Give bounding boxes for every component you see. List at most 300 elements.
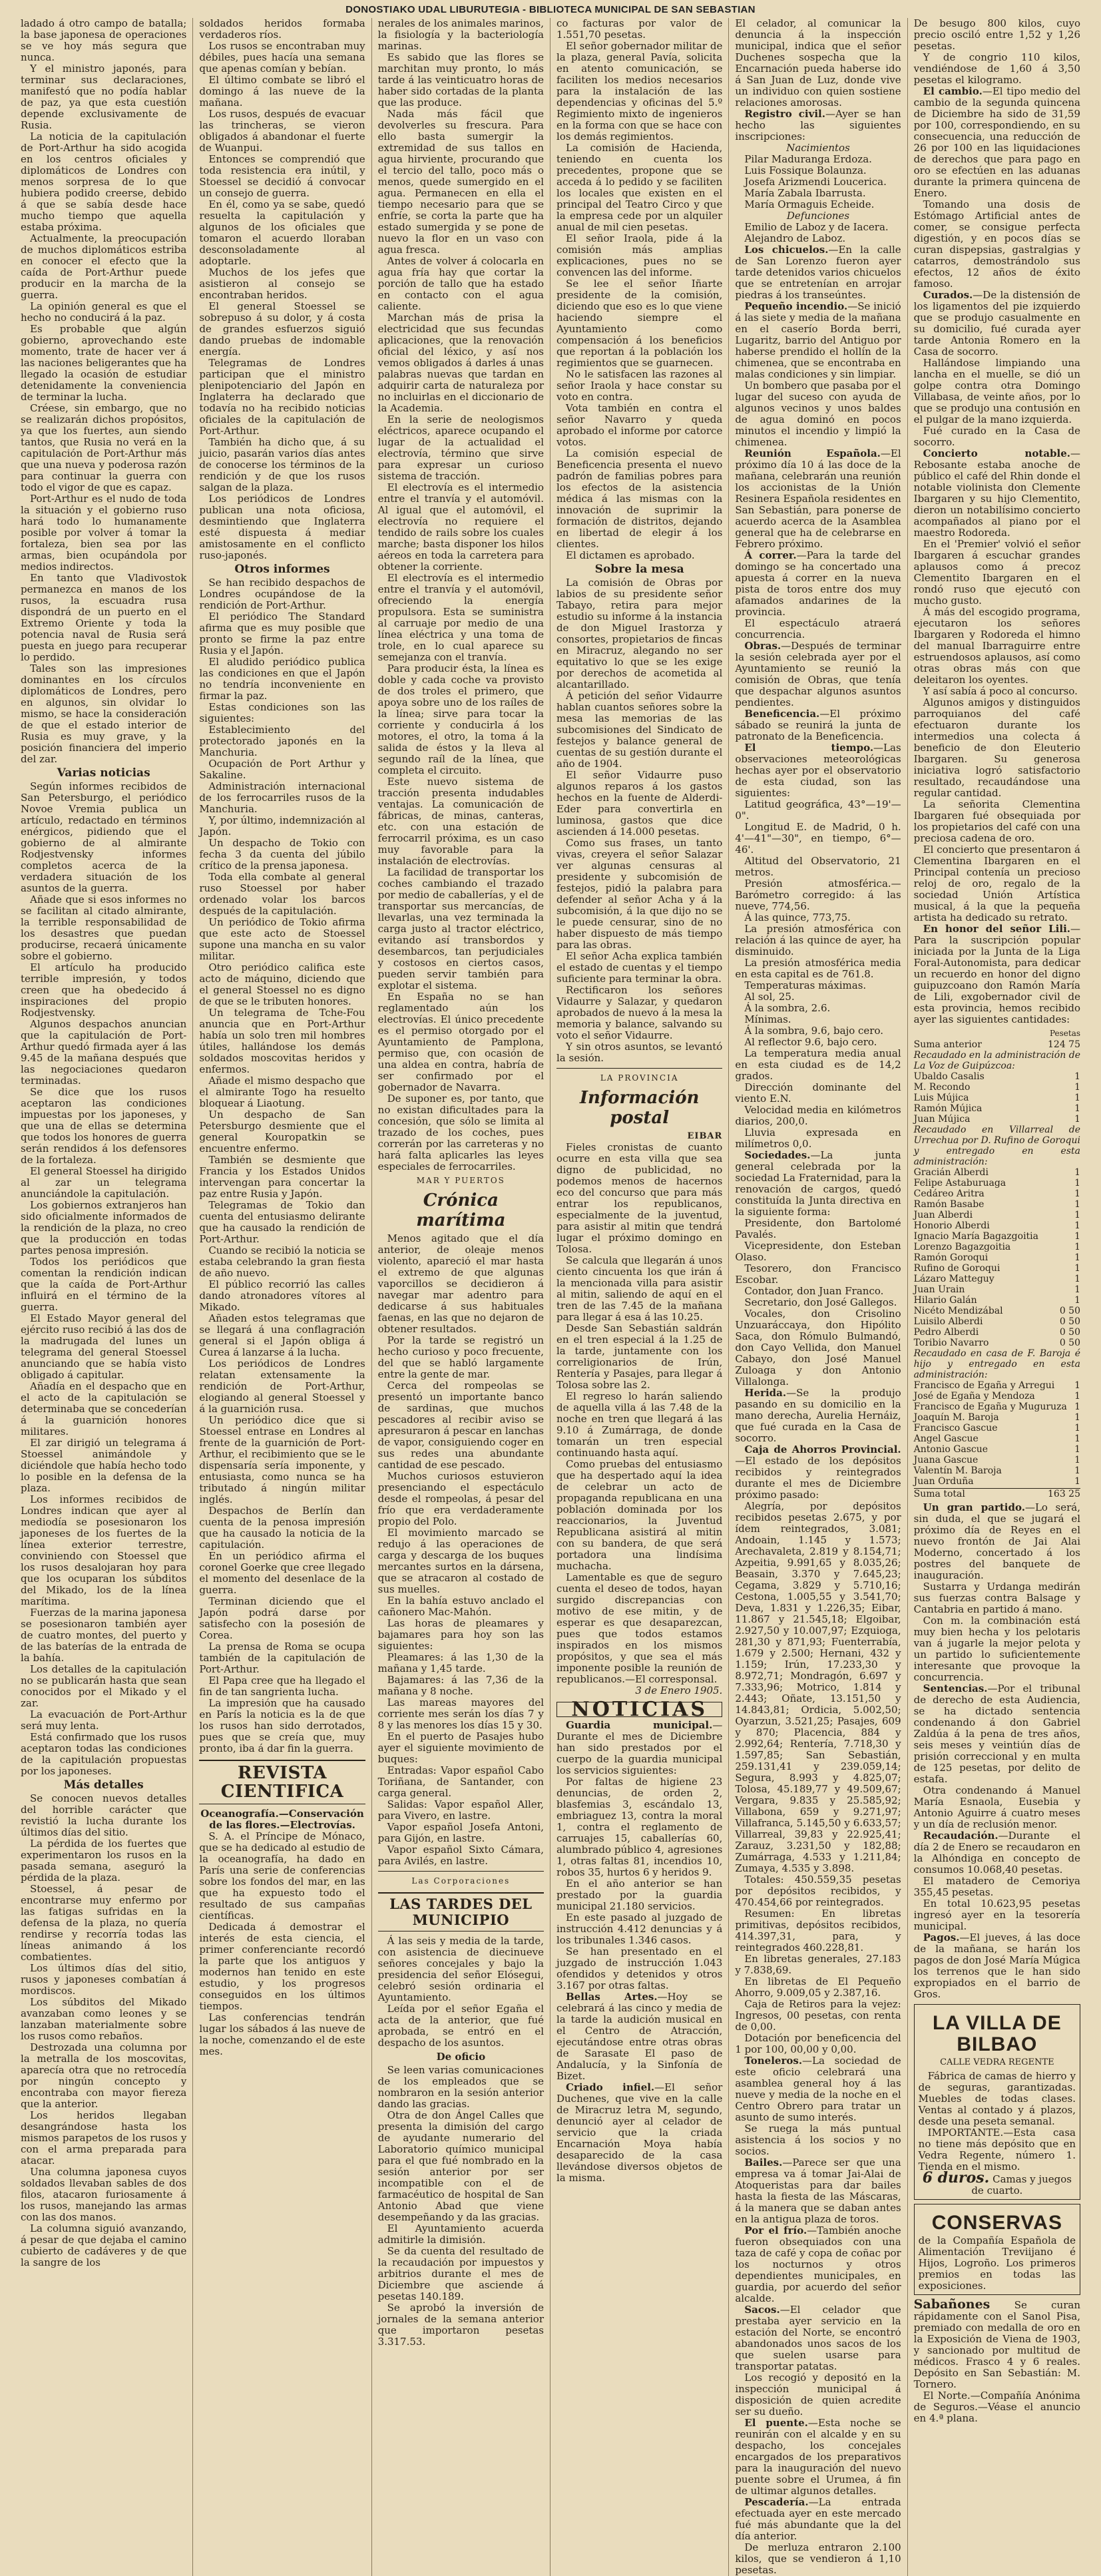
ledger-row (914, 1263, 1080, 1274)
paragraph: Administración internacional de los ferrocarriles rusos de la Manchuria. (199, 780, 365, 815)
paragraph: En libretas generales, 27.183 y 7.838,69. (735, 1953, 901, 1976)
ledger-row (914, 1039, 1080, 1050)
ledger-name: Ramón Basabe (913, 1199, 985, 1210)
list-item: La temperatura media anual en esta ciudad es de 14,2 grados. (735, 1047, 901, 1082)
ledger-amount: 163 25 (1048, 1489, 1080, 1499)
ad-note: IMPORTANTE.—Esta casa no tiene más depósito que en Vedra Regente, número 1. Tienda en el mismo. (918, 2127, 1076, 2173)
paragraph: Telegramas de Tokio dan cuenta del entusiasmo delirante que ha causado la rendición de Port-Arthur. (199, 1199, 365, 1245)
paragraph: Los informes recibidos de Londres indican que ayer al mediodía se posesionaron los japoneses de los fuertes de la línea exterior terrestre, conviniendo con Stoessel que los rusos desalojaran hoy para que los ocuparan los súbditos del Mikado, los de la línea marítima. (21, 1493, 187, 1607)
ledger-name: Juan Alberdi (913, 1210, 973, 1220)
run-in-head: Sociedades. (744, 1149, 811, 1161)
paragraph: En este pasado al juzgado de instrucción 4.412 denuncias y á los tribunales 1.346 casos. (556, 1912, 723, 1946)
paragraph: co facturas por valor de 1.551,70 pesetas. (556, 17, 723, 41)
run-in-text: —Se la produjo pasando en su domicilio en la mano derecha, Aurelia Hernáiz, que fué curada en la Casa de socorro. (735, 1387, 901, 1444)
paragraph: Un telegrama de Tche-Fou anuncia que en Port-Arthur había un solo tren mil hombres útiles, hallándose los demás soldados moscovitas heridos y enfermos. (199, 1007, 365, 1075)
ledger-amount: 124 75 (1048, 1039, 1080, 1050)
ledger-name: Gracián Alberdi (913, 1167, 989, 1178)
run-in-text: —El tipo medio del cambio de la segunda quincena de Diciembre ha sido de 31,59 por 100, correspondiendo, en su consecuencia, una reducción de 26 por 100 en las liquidaciones de derechos que para pago en oro se efectúen en las aduanas durante la primera quincena de Enero. (913, 85, 1080, 199)
paragraph: En el 'Premier' volvió el señor Ibargaren á escuchar grandes aplausos como á precoz Clementito Ibargaren en el rondó ruso que ejecutó con mucho gusto. (913, 538, 1080, 607)
col4-guardia (556, 1776, 722, 1991)
run-in-head: El puente. (744, 2417, 808, 2429)
paragraph: Fuerzas de la marina japonesa se posesionaron también ayer de cuatro montes, del puerto y de las baterías de la entrada de la bahía. (21, 1607, 187, 1664)
paragraph: Otro periódico califica este acto de máquino, diciendo que el general Stoessel no es digno de que se le tributen honores. (199, 961, 365, 1007)
section-title-gothic: Crónica marítima (416, 1190, 506, 1230)
paragraph: Algunos amigos y distinguidos parroquianos del café efectuaron durante los intermedios una colecta á beneficio de don Eleuterio Ibargaren. Su generosa iniciativa logró satisfactorio resultado, recaudándose una regular cantidad. (913, 696, 1080, 799)
run-in-head: Pequeño incendio. (744, 300, 848, 312)
paragraph: Y sin otros asuntos, se levantó la sesión. (556, 1041, 723, 1064)
ledger-row (914, 1295, 1080, 1306)
paragraph: Fué curado en la Casa de socorro. (913, 425, 1080, 448)
board-list (735, 1218, 901, 1388)
ledger-name: Suma total (913, 1489, 965, 1499)
columns (15, 17, 1086, 2576)
paragraph: El general Stoessel se sobrepuso á su dolor, y á costa de grandes esfuerzos siguió dando pruebas de indomable energía. (199, 300, 365, 358)
ledger-amount: 1 (1074, 1242, 1080, 1252)
ledger-amount: 1 (1074, 1093, 1080, 1103)
paragraph: Dotación por beneficencia del 1 por 100, 00,00 y 0,00. (735, 2032, 901, 2055)
section-banner: LAS TARDES DEL MUNICIPIO (378, 1892, 544, 1932)
ledger-row (914, 1465, 1080, 1476)
ledger-name: Felipe Astaburuaga (913, 1178, 1006, 1188)
list-label: Nacimientos (786, 142, 850, 154)
section-title: Más detalles (63, 1778, 144, 1792)
column-5 (729, 18, 907, 2576)
paragraph: Una columna japonesa cuyos soldados llevaban sables de dos filos, atacaron furiosamente á los rusos, manejando las armas con las dos manos. (21, 2166, 187, 2223)
ledger-amount: 1 (1074, 1391, 1080, 1402)
ledger-amount: 1 (1074, 1274, 1080, 1284)
paragraph: Alegría, por depósitos recibidos pesetas 2.675, y por ídem reintegrados, 3.081; Andoain, 1.145 y 1.573; Arechavaleta, 2.819 y 8.154,71; Azpeitia, 9.991,65 y 8.035,26; Beasain, 3.370 y 7.645,23; Cegama, 3.829 y 5.710,16; Cestona, 1.005,55 y 3.541,70; Deva, 1.831 y 1.226,35; Eibar, 11.867 y 21.545,18; Elgoibar, 2.927,50 y 10.007,97; Ezquioga, 281,30 y 871,93; Fuenterrabía, 1.679 y 2.500; Hernani, 432 y 1.159; Irún, 17.233,30 y 8.972,71; Mondragón, 6.697 y 7.333,96; Motrico, 1.814 y 2.443; Oñate, 13.151,50 y 14.843,81; Ordicia, 5.002,50; Oyarzun, 3.521,25; Pasajes, 609 y 870; Placencia, 884 y 2.992,64; Rentería, 7.718,30 y 1.597,85; San Sebastián, 259.131,41 y 239.059,14; Segura, 8.993 y 4.825,07; Tolosa, 45.189,77 y 49.509,67; Vergara, 9.835 y 25.585,92; Villabona, 659 y 9.271,97; Villafranca, 5.145,50 y 6.633,57; Villarreal, 39,83 y 22.925,41; Zarauz, 3.231,50 y 182,88; Zumárraga, 4.533 y 1.211,84; Zumaya, 4.535 y 3.898. (735, 1500, 901, 1874)
ledger-name: Joaquín M. Baroja (913, 1412, 999, 1423)
ledger-currency: Pesetas (1049, 1029, 1080, 1038)
paragraph: Á petición del señor Vidaurre hablan cuantos señores sobre la mesa las memorias de las subcomisiones del Sindicato de festejos y balance general de cuentas de su gestión durante el año de 1904. (556, 690, 723, 770)
ledger-amount: 1 (1074, 1455, 1080, 1465)
ledger-name: Nicéto Mendizábal (913, 1306, 1003, 1316)
paragraph: soldados heridos formaba verdaderos ríos. (199, 17, 365, 41)
paragraph: Otra condenando á Manuel María Esnaola, Eusebia y Antonio Aguirre á cuatro meses y un día de reclusión menor. (913, 1784, 1080, 1830)
paragraph: Terminan diciendo que el Japón podrá darse por satisfecho con la posesión de Corea. (199, 1595, 365, 1641)
run-in-head: Reunión Española. (744, 447, 881, 459)
savings-report (735, 1501, 901, 2055)
ad-body: de la Compañía Española de Alimentación Treviijano é Hijos, Logroño. Los primeros premios en todas las exposiciones. (918, 2234, 1076, 2292)
paragraph: La noticia de la capitulación de Port-Arthur ha sido acogida en los centros oficiales y diplomáticos de Londres con menos sorpresa de lo que hubiera podido creerse, debido á que se sabía desde hace mucho tiempo que aquella estaba próxima. (21, 130, 187, 233)
paragraph: La evacuación de Port-Arthur será muy lenta. (21, 1708, 187, 1732)
list-item: Vicepresidente, don Esteban Olaso. (735, 1240, 901, 1263)
run-in-head: Los chicuelos. (744, 244, 829, 256)
ledger-amount: 0 50 (1059, 1306, 1080, 1316)
paragraph: Lamentable es que de seguro cuenta el deseo de todos, hayan surgido discrepancias con motivo de ese mitin, y de esperar es que desaparezcan, pues que todos estamos inspirados en los mismos propósitos, y que sea el más imponente posible la reunión de republicanos.—El corresponsal. (556, 1571, 723, 1685)
paragraph: Entonces se comprendió que toda resistencia era inútil, y Stoessel se decidió á convocar un consejo de guerra. (199, 153, 365, 199)
ad-subtitle: CALLE VEDRA REGENTE (940, 2057, 1054, 2067)
section-kicker: MAR Y PUERTOS (416, 1176, 505, 1185)
list-item: Tesorero, don Francisco Escobar. (735, 1262, 901, 1286)
paragraph: Se conocen nuevos detalles del horrible carácter que revistió la lucha durante los últimos días del sitio. (21, 1792, 187, 1838)
column-1 (15, 18, 193, 2576)
ledger-name: Ignacio María Bagazgoitia (913, 1231, 1038, 1242)
list-label: Defunciones (786, 210, 850, 222)
ledger-amount: 1 (1074, 1380, 1080, 1391)
ledger-name: Cedáreo Aritra (913, 1188, 985, 1199)
ledger-amount: 0 50 (1059, 1316, 1080, 1327)
run-in-head: Beneficencia. (744, 708, 820, 720)
paragraph: Un periódico de Tokio afirma que este acto de Stoessel supone una mancha en su valor militar. (199, 916, 365, 962)
paragraph: Todos los periódicos que comentan la rendición indican que la caída de Port-Arthur influirá en el término de la guerra. (21, 1256, 187, 1313)
paragraph: Los recogió y depositó en la inspección municipal á disposición de quien acredite ser su dueño. (735, 2372, 901, 2418)
paragraph: Es sabido que las flores se marchitan muy pronto, lo más tarde á las veinticuatro horas de haber sido cortadas de la planta que las produce. (377, 51, 544, 109)
ledger-name: Francisco de Egaña y Arregui (913, 1380, 1055, 1391)
paragraph: Marchan más de prisa la electricidad que sus fecundas aplicaciones, que la renovación oficial del léxico, y así nos vemos obligados á darles á unas palabras nuevas que tardan en adquirir carta de naturaleza por no incluirlas en el diccionario de la Academia. (377, 312, 544, 414)
dateline: 3 de Enero 1905. (635, 1684, 723, 1696)
ledger-name: Ramón Goroqui (913, 1252, 989, 1263)
run-in-head: Obras. (744, 640, 781, 652)
run-in-head: En honor del señor Lili. (923, 923, 1070, 935)
run-in-head: Bailes. (744, 2157, 783, 2169)
column-3 (372, 18, 550, 2576)
paragraph: El zar dirigió un telegrama á Stoessel animándole y diciéndole que había hecho todo lo posible en la defensa de la plaza. (21, 1437, 187, 1494)
run-in-text: —Lo será, sin duda, el que se jugará el próximo día de Reyes en el nuevo frontón de Jai Alai Moderno, concertado á los postres del banquete de inauguración. (913, 1501, 1080, 1581)
ad-head: Sabañones (913, 2297, 991, 2312)
paragraph: Añaden estos telegramas que se llegará á una conflagración general si el Japón obliga á Curea á lanzarse á la lucha. (199, 1312, 365, 1358)
ledger-row (914, 1488, 1080, 1499)
run-in-text: —El señor Duchenes, que vive en la calle de Miracruz letra M, segundo, denunció ayer al celador de servicio que la criada Encarnación Moya había desaparecido de la casa llevándose diversos objetos de la misma. (556, 2081, 723, 2184)
run-in-text: —Esta noche se reunirán con el alcalde y en su despacho, los concejales encargados de los preparativos para la inauguración del nuevo puente sobre el Urumea, á fin de ultimar algunos detalles. (735, 2417, 901, 2497)
paragraph: Leída por el señor Egaña el acta de la anterior, que fué aprobada, se entró en el despacho de los asuntos. (377, 2003, 544, 2049)
list-item: Alejandro de Laboz. (744, 232, 846, 244)
col2-otros (199, 577, 365, 1754)
ledger-amount: 1 (1074, 1231, 1080, 1242)
list-item: Temperaturas máximas. (744, 979, 867, 991)
ledger-amount: 0 50 (1059, 1338, 1080, 1348)
run-in-head: Guardia municipal. (566, 1719, 713, 1731)
ledger-amount: 1 (1074, 1444, 1080, 1455)
run-in-text: —El próximo sábado se reunirá la junta de patronato de la Beneficencia. (735, 708, 901, 742)
ledger-amount: 1 (1074, 1188, 1080, 1199)
paragraph: El electrovía es el intermedio entre el tranvía y el automóvil. Al igual que el automóvil, el electrovía no requiere el tendido de rails sobre los cuales marche; basta disponer los hilos aéreos en toda la carretera para obtener la corriente. (377, 481, 544, 573)
ledger-subheading: Recaudado en Villarreal de Urrechua por D. Rufino de Goroqui y entregado en esta administración: (913, 1125, 1080, 1167)
paragraph: Estas condiciones son las siguientes: (199, 701, 365, 724)
list-item: Á la sombra, 9.6, bajo cero. (744, 1025, 884, 1037)
paragraph: ladado á otro campo de batalla; la base japonesa de operaciones se ve hoy más segura que nunca. (21, 17, 187, 63)
paragraph: Bajamares: á las 7,36 de la mañana y 8 noche. (377, 1674, 544, 1697)
ledger-group-3 (914, 1380, 1080, 1487)
paragraph: Se ruega la más puntual asistencia á los socios y no socios. (735, 2123, 901, 2157)
col4-eibar (556, 1142, 722, 1696)
paragraph: Se calcula que llegarán á unos ciento cincuenta los que irán á la mencionada villa para asistir al mitin, saliendo de aquí en el tren de las 7.45 de la mañana para llegar á esa á las 10.25. (556, 1254, 723, 1323)
col1-detalles (21, 1793, 186, 2268)
paragraph: Antes de volver á colocarla en agua fría hay que cortar la porción de tallo que ha estado en contacto con el agua caliente. (377, 255, 544, 312)
section-title: De oficio (436, 2051, 486, 2063)
paragraph: Dedicada á demostrar el interés de esta ciencia, el primer conferenciante recordó la parte que los antiguos y modernos han tenido en este estudio, y los progresos conseguidos en los últimos tiempos. (199, 1921, 365, 2012)
run-in-head: Bellas Artes. (566, 1991, 658, 2003)
ledger-row (914, 1220, 1080, 1231)
paragraph: Por faltas de higiene 23 denuncias, de orden 2, blasfemias 3, escándalo 13, embriaguez 13, contra la moral 1, contra el reglamento de carruajes 15, caballerías 60, alumbrado público 4, agresiones 1, otras faltas 81, incendios 10, robos 35, hurtos 6 y heridos 9. (556, 1776, 723, 1878)
deaths-list (735, 222, 901, 244)
ledger-subheading: Recaudado en casa de F. Baroja é hijo y entregado en esta administración: (913, 1348, 1080, 1380)
advertisement-villa-bilbao (914, 2004, 1080, 2200)
subscription-ledger (914, 1028, 1080, 1499)
run-in-text: —La junta general celebrada por la sociedad La Fraternidad, para la renovación de cargos, quedó constituída la Junta directiva en la siguiente forma: (735, 1149, 901, 1218)
ledger-amount: 0 50 (1059, 1327, 1080, 1338)
ledger-name: Luis Mújica (913, 1093, 969, 1103)
ledger-amount: 1 (1074, 1178, 1080, 1188)
paragraph: Destrozada una columna por la metralla de los moscovitas, aparecía otra que no retrocedía por ningún concepto y encontraba con mayor fiereza que la anterior. (21, 2041, 187, 2110)
paragraph: Los súbditos del Mikado avanzaban como leones y se lanzaban materialmente sobre los rusos como rebaños. (21, 1996, 187, 2042)
list-item: Vocales, don Crisolino Unzuaráccaya, don Hipólito Saca, don Rómulo Bulmandó, don Cayo Vellida, don Manuel Cabayo, don José Manuel Zuloaga y don Antonio Villalonga. (735, 1308, 901, 1388)
ad-text: Se curan rápidamente con el Sanol Pisa, premiado con medalla de oro en la Exposición de Viena de 1903, y sancionado por multitud de médicos. Frasco 4 y 6 reales. Depósito en San Sebastián: M. Tornero. (913, 2299, 1080, 2390)
run-in-head: Un gran partido. (923, 1501, 1025, 1513)
paragraph: El Estado Mayor general del ejército ruso recibió á las dos de la madrugada del lunes un telegrama del general Stoessel anunciando que se había visto obligado á capitular. (21, 1312, 187, 1381)
ledger-group-1 (914, 1071, 1080, 1125)
ledger-name: Pedro Alberdi (913, 1327, 979, 1338)
paragraph: La pérdida de los fuertes que experimentaron los rusos en la pasada semana, aseguró la pérdida de la plaza. (21, 1838, 187, 1884)
ledger-amount: 1 (1074, 1465, 1080, 1476)
ledger-amount: 1 (1074, 1263, 1080, 1274)
section-title: Varias noticias (57, 766, 150, 780)
paragraph: Un despacho de San Petersburgo desmiente que el general Kouropatkin se encuentre enfermo. (199, 1109, 365, 1155)
ledger-row (914, 1252, 1080, 1263)
col3-municipio (378, 1935, 544, 2049)
list-item: Velocidad media en kilómetros diarios, 200,0. (735, 1104, 901, 1127)
ad-text: Camas y juegos de cuarto. (971, 2173, 1072, 2196)
list-item: Secretario, don José Gallegos. (744, 1296, 897, 1308)
paragraph: Por la tarde se registró un hecho curioso y poco frecuente, del que se habló largamente entre la gente de mar. (377, 1334, 544, 1380)
column-2 (193, 18, 371, 2576)
paragraph: El matadero de Cemoriya 355,45 pesetas. (913, 1875, 1080, 1898)
paragraph: De besugo 800 kilos, cuyo precio osciló entre 1,52 y 1,26 pesetas. (913, 17, 1080, 52)
paragraph: El último combate se libró el domingo á las nueve de la mañana. (199, 74, 365, 109)
run-in-text: —Durante el día 2 de Enero se recaudaron en la Alhóndiga en concepto de consumos 10.068,40 pesetas. (913, 1830, 1080, 1876)
paragraph: Los periódicos de Londres publican una nota oficiosa, desmintiendo que Inglaterra esté dispuesta á mediar amistosamente en el conflicto ruso-japonés. (199, 493, 365, 561)
paragraph: Las horas de pleamares y bajamares para hoy son las siguientes: (377, 1617, 544, 1652)
paragraph: En la serie de neologismos eléctricos, aparece ocupando el lugar de la actualidad el electrovía, término que sirve para expresar un curioso sistema de tracción. (377, 413, 544, 482)
ledger-row (914, 1231, 1080, 1242)
paragraph: Se leen varias comunicaciones de los empleados que se nombraron en la sesión anterior dando las gracias. (377, 2064, 544, 2110)
paragraph: Despachos de Berlín dan cuenta de la penosa impresión que ha causado la noticia de la capitulación. (199, 1505, 365, 1551)
ledger-row (914, 1444, 1080, 1455)
paragraph: Se han presentado en el juzgado de instrucción 1.043 ofendidos y detenidos y otros 3.167 por otras faltas. (556, 1945, 723, 1991)
paragraph: Tomando una dosis de Estómago Artificial antes de comer, se consigue perfecta digestión, y en pocos días se curan dispepsias, gastralgias y catarros, demostrándolo sus efectos, 12 años de éxito famoso. (913, 198, 1080, 290)
list-item: Á las quince, 773,75. (744, 911, 851, 923)
list-item: Lluvia expresada en milímetros 0,0. (735, 1127, 901, 1150)
ad-title: CONSERVAS (931, 2212, 1062, 2234)
paragraph: Cuando se recibió la noticia se estaba celebrando la gran fiesta de año nuevo. (199, 1244, 365, 1279)
ledger-row (914, 1210, 1080, 1220)
col1-varias (21, 781, 186, 1777)
paragraph: Vota también en contra el señor Navarro y queda aprobado el informe por catorce votos. (556, 402, 723, 448)
paragraph: También ha dicho que, á su juicio, pasarán varios días antes de conocerse los términos de la rendición y de que los rusos salgan de la plaza. (199, 436, 365, 493)
run-in-text: —Parece ser que una empresa va á tomar Jai-Alai de Atoqueristas para dar bailes hasta la fiesta de las Máscaras, á la manera que se daban antes en la antigua plaza de toros. (735, 2157, 901, 2225)
paragraph: Se lee el señor Iñarte presidente de la comisión, diciendo que eso es lo que viene haciendo siempre el Ayuntamiento como compensación á los beneficios que reportan á la población los regimientos que se guarnecen. (556, 278, 723, 369)
paragraph: Muchos curiosos estuvieron presenciando el espectáculo desde el rompeolas, á pesar del frío que era verdaderamente propio del Polo. (377, 1470, 544, 1527)
list-item: Mínimas. (744, 1013, 791, 1025)
ledger-row (914, 1071, 1080, 1082)
ledger-row (914, 1423, 1080, 1433)
paragraph: Un bombero que pasaba por el lugar del suceso con ayuda de algunos vecinos y unos baldes de agua dominó en pocos minutos el incendio y limpió la chimenea. (735, 380, 901, 448)
ad-highlight: 6 duros. (922, 2169, 990, 2187)
ledger-name: Suma anterior (913, 1039, 982, 1050)
ledger-subheading: Recaudado en la administración de La Voz de Guipúzcoa: (913, 1050, 1080, 1071)
divider (378, 1871, 544, 1872)
paragraph: Los heridos llegaban desangrándose hasta los mismos parapetos de los rusos y con el arma preparada para atacar. (21, 2109, 187, 2167)
ledger-name: Luisilo Alberdi (913, 1316, 983, 1327)
ledger-name: Lorenzo Bagazgoitia (913, 1242, 1011, 1252)
paragraph: Se dice que los rusos aceptaron las condiciones impuestas por los japoneses, y que una de ellas se determina que todos los honores de guerra serán rendidos á los defensores de la fortaleza. (21, 1086, 187, 1166)
paragraph: Los rusos, después de evacuar las trincheras, se vieron obligados á abandonar el fuerte de Wuanpui. (199, 108, 365, 154)
ledger-group-2 (914, 1167, 1080, 1348)
run-in-text: —La sociedad de este oficio celebrará una asamblea general hoy á las nueve y media de la noche en el Centro Obrero para tratar un asunto de sumo interés. (735, 2055, 901, 2123)
run-in-head: Por el frío. (744, 2224, 807, 2236)
ledger-amount: 1 (1074, 1402, 1080, 1412)
paragraph: Salidas: Vapor español Aller, para Vivero, en lastre. (377, 1798, 544, 1822)
paragraph: Stoessel, á pesar de encontrarse muy enfermo por las fatigas sufridas en la defensa de la plaza, no quería rendirse y recorría todas las líneas animando á los combatientes. (21, 1883, 187, 1963)
paragraph: Es probable que algún gobierno, aprovechando este momento, trate de hacer ver á las naciones beligerantes que ha llegado la ocasión de estudiar detenidamente la conveniencia de terminar la lucha. (21, 323, 187, 403)
list-item: María Ormaguis Echeide. (744, 198, 875, 210)
ledger-name: Angel Gascue (913, 1433, 979, 1444)
paragraph: Vapor español Josefa Antoni, para Gijón, en lastre. (377, 1821, 544, 1844)
paragraph: Ocupación de Port Arthur y Sakaline. (199, 758, 365, 781)
paragraph: El electrovía es el intermedio entre el tranvía y el automóvil, ofreciendo la energía propulsora. Esta se suministra al carruaje por medio de una línea eléctrica y una toma de trole, en lo cual aparece su semejanza con el tranvía. (377, 572, 544, 663)
ledger-name: Juan Urain (913, 1284, 965, 1295)
run-in-text: —También anoche fueron obsequiados con una taza de café y copa de coñac por los nocturnos y otros dependientes municipales, en guardia, por acuerdo del señor alcalde. (735, 2224, 901, 2304)
section-title: Otros informes (234, 563, 330, 576)
paragraph: Y, por último, indemnización al Japón. (199, 814, 365, 838)
paragraph: Añade el mismo despacho que el almirante Togo ha resuelto bloquear á Liaotung. (199, 1075, 365, 1109)
ledger-amount: 1 (1074, 1199, 1080, 1210)
ledger-row (914, 1178, 1080, 1188)
ledger-amount: 1 (1074, 1220, 1080, 1231)
section-banner: NOTICIAS (556, 1702, 722, 1717)
paragraph: Las mareas mayores del corriente mes serán los días 7 y 8 y las menores los días 15 y 30. (377, 1696, 544, 1731)
paragraph: El celador, al comunicar la denuncia á la inspección municipal, indica que el señor Duchenes sospecha que la Encarnación pueda haberse ido á San Juan de Luz, donde vive un individuo con quien sostiene relaciones amorosas. (735, 17, 901, 109)
run-in-text: —Para la tarde del domingo se ha concertado una apuesta á correr en la nueva pista de toros entre dos muy afamados andarines de la provincia. (735, 549, 901, 618)
ledger-amount: 1 (1074, 1071, 1080, 1082)
ledger-amount: 1 (1074, 1412, 1080, 1423)
ledger-amount: 1 (1074, 1103, 1080, 1114)
run-in-text: —Durante el mes de Diciembre han sido prestados por el cuerpo de la guardia municipal los servicios siguientes: (556, 1719, 723, 1776)
paragraph: Este nuevo sistema de tracción presenta indudables ventajas. La comunicación de fábricas, de minas, canteras, etc. con una estación de ferrocarril próxima, es un caso muy favorable para la instalación de electrovías. (377, 776, 544, 867)
paragraph: El Papa cree que ha llegado el fin de tan sangrienta lucha. (199, 1674, 365, 1698)
paragraph: Menos agitado que el día anterior, de oleaje menos violento, apareció el mar hasta el extremo de que algunas vaporcillos se decidieron á navegar mar adentro para dedicarse á sus habituales faenas, en las que no dejaron de obtener resultados. (377, 1232, 544, 1335)
column-6 (908, 18, 1086, 2576)
paragraph: En tanto que Vladivostok permanezca en manos de los rusos, la escuadra rusa dispondrá de un puerto en el Extremo Oriente y toda la potencia naval de Rusia será puesta en juego para recuperar lo perdido. (21, 572, 187, 663)
paragraph: El señor Vidaurre puso algunos reparos á los gastos hechos en la fuente de Alderdi-Eder para convertirla en luminosa, gastos que dice ascienden á 14.000 pesetas. (556, 769, 723, 838)
list-item: Josefa Arizmendi Loucerica. (744, 176, 887, 188)
run-in-text: —El celador que prestaba ayer servicio en la estación del Norte, se encontró abandonados unos sacos de los que suelen usarse para transportar patatas. (735, 2304, 901, 2372)
weather-list (735, 799, 901, 1150)
ledger-amount: 1 (1074, 1252, 1080, 1263)
paragraph: En la bahía estuvo anclado el cañonero Mac-Mahón. (377, 1595, 544, 1618)
paragraph: En España no se han reglamentado aún los electrovías. El único precedente es el permiso otorgado por el Ayuntamiento de Pamplona, permiso que, con ocasión de una aldea en contra, habría de ser confirmado por el gobernador de Navarra. (377, 991, 544, 1093)
paragraph: Entradas: Vapor español Cabo Toriñana, de Santander, con carga general. (377, 1764, 544, 1799)
paragraph: Nada más fácil que devolverles su frescura. Para ello basta sumergir la extremidad de sus tallos en agua hirviente, procurando que el tercio del tallo, poco más o menos, quede sumergido en el agua. Permanecen en ella el tiempo necesario para que se enfríe, se corta la parte que ha estado sumergida y se pone de nuevo la flor en un vaso con agua fresca. (377, 108, 544, 256)
run-in-head: Curados. (923, 289, 973, 301)
births-list (735, 154, 901, 210)
ad-line (919, 2169, 1076, 2196)
paragraph: Totales: 450.559,35 pesetas por depósitos recibidos, y 470.454,66 por reintegrados. (735, 1874, 901, 1908)
section-title: Sobre la mesa (594, 563, 684, 576)
paragraph: Un periódico dice que si Stoessel entrase en Londres al frente de la guarnición de Port-Arthur, el recibimiento que se le dispensaría sería imponente, y entusiasta, como nunca se ha tributado á ningún militar inglés. (199, 1414, 365, 1505)
paragraph: De merluza entraron 2.100 kilos, que se vendieron á 1,10 pesetas. (735, 2541, 901, 2576)
list-item: Contador, don Juan Franco. (744, 1285, 884, 1297)
col2-revista (199, 1831, 365, 2057)
run-in-head: El cambio. (923, 85, 983, 97)
paragraph: Algunos despachos anuncian que la capitulación de Port-Arthur quedó firmada ayer á las 9.45 de la mañana después que las negociaciones quedaron terminadas. (21, 1018, 187, 1087)
paragraph: Rectificaron los señores Vidaurre y Salazar, y quedaron aprobados de nuevo á la mesa la memoria y balance, salvando su voto el señor Vidaurre. (556, 984, 723, 1041)
paragraph: La comisión de Obras por labios de su presidente señor Tabayo, retira para mejor estudio su informe á la instancia de don Miguel Irastorza y consortes, propietarios de fincas en Miracruz, alegando no ser equitativo lo que se les exige por derechos de acometida al alcantarillado. (556, 577, 723, 690)
list-item: Á la sombra, 2.6. (744, 1002, 831, 1014)
ledger-row (914, 1188, 1080, 1199)
paragraph: El público recorrió las calles dando atronadores vítores al Mikado. (199, 1278, 365, 1313)
paragraph: Y así sabía á poco al concurso. (923, 685, 1078, 697)
paragraph: Desde San Sebastián saldrán en el tren especial á la 1.25 de la tarde, juntamente con los correligionarios de Irún, Rentería y Pasajes, para llegar á Tolosa sobre las 2. (556, 1322, 723, 1391)
ledger-row (914, 1306, 1080, 1316)
paragraph: Telegramas de Londres participan que el ministro plenipotenciario del Japón en Inglaterra ha declarado que todavía no ha recibido noticias oficiales de la capitulación de Port-Arthur. (199, 357, 365, 437)
paragraph: En él, como ya se sabe, quedó resuelta la capitulación y algunos de los oficiales que tomaron el acuerdo lloraban desconsoladamente al adoptarle. (199, 198, 365, 267)
ledger-amount: 1 (1074, 1476, 1080, 1487)
column-4 (550, 18, 729, 2576)
paragraph: Muchos de los jefes que asistieron al consejo se encontraban heridos. (199, 266, 365, 301)
run-in-head: Toneleros. (744, 2055, 803, 2067)
section-subtitle: Oceanografía.—Conservación de las flores.—Electrovías. (200, 1808, 364, 1831)
paragraph: Los periódicos de Londres relatan extensamente la rendición de Port-Arthur, elogiando al general Stoessel y á la guarnición rusa. (199, 1358, 365, 1415)
library-header: DONOSTIAKO UDAL LIBURUTEGIA - BIBLIOTECA MUNICIPAL DE SAN SEBASTIAN (345, 4, 756, 15)
ledger-name: Juan Mújica (913, 1114, 971, 1125)
paragraph: Se da cuenta del resultado de la recaudación por impuestos y arbitrios durante el mes de Diciembre que asciende á pesetas 140.189. (377, 2245, 544, 2302)
ledger-name: Francisco Gascue (913, 1423, 998, 1433)
col2-intro (199, 18, 365, 561)
paragraph: De suponer es, por tanto, que no existan dificultades para la concesión, que sólo se limita al trazado de los coches, pues correrán por las carreteras y no hará falta aplicarles las leyes especiales de ferrocarriles. (377, 1093, 544, 1172)
col4-intro (556, 18, 722, 561)
run-in-text: —Las observaciones meteorológicas hechas ayer por el observatorio de esta ciudad, son las siguientes: (735, 742, 901, 799)
list-item: La presión atmosférica media en esta capital es de 761.8. (735, 957, 901, 980)
ledger-row (914, 1433, 1080, 1444)
run-in-head: Concierto notable. (923, 447, 1070, 459)
ledger-name: Juan Orduña (913, 1476, 974, 1487)
paragraph: Está confirmado que los rusos aceptaron todas las condiciones de la capitulación propuestas por los japoneses. (21, 1731, 187, 1777)
paragraph: Fieles cronistas de cuanto ocurre en esta villa que sea digno de publicidad, no podemos menos de hacernos eco del concurso que para más entrar los republicanos, especialmente de la juventud, para asistir al mitin que tendrá lugar el próximo domingo en Tolosa. (556, 1141, 723, 1255)
run-in-text: —Para la suscripción popular iniciada por la Junta de la Liga Foral-Autonomista, para dedicar un recuerdo en honor del digno guipuzcoano don Ramón María de Lili, exgobernador civil de esta provincia, hemos recibido ayer las siguientes cantidades: (913, 923, 1080, 1025)
ledger-name: Lázaro Matteguy (913, 1274, 994, 1284)
ledger-row (914, 1402, 1080, 1412)
ledger-amount: 1 (1074, 1284, 1080, 1295)
paragraph: Á más del escogido programa, ejecutaron los señores Ibargaren y Rodoreda el himno del manual Ibarraguirre entre estruendosos aplausos, así como otras obras más con que deleitaron los oyentes. (913, 606, 1080, 686)
ledger-name: Rufino de Goroqui (913, 1263, 1000, 1274)
run-in-head: Registro civil. (744, 108, 825, 120)
paragraph: Se aprobó la inversión de jornales de la semana anterior que importaron pesetas 3.317.53. (377, 2302, 544, 2348)
paragraph: El movimiento marcado se redujo á las operaciones de carga y descarga de los buques mercantes surtos en la dársena, que se atracaron al costado de sus muelles. (377, 1527, 544, 1595)
run-in-text: —La entrada efectuada ayer en este mercado fué más abundante que la del día anterior. (735, 2496, 901, 2542)
run-in-text: —De la distensión de los ligamentos del pie izquierdo que se produjo casualmente en su domicilio, fué curada ayer tarde Antonia Romero en la Casa de socorro. (913, 289, 1080, 358)
ledger-row (914, 1476, 1080, 1487)
run-in-head: Sentencias. (923, 1682, 988, 1694)
paragraph: Los detalles de la capitulación no se publicarán hasta que sean conocidos por el Mikado y el zar. (21, 1663, 187, 1709)
ledger-row (914, 1338, 1080, 1348)
run-in-text: —El próximo día 10 á las doce de la mañana, celebrarán una reunión los accionistas de la Unión Resinera Española residentes en San Sebastián, para ponerse de acuerdo acerca de la Asamblea general que ha de celebrarse en Febrero próximo. (735, 447, 901, 550)
paragraph: La opinión general es que el hecho no conducirá á la paz. (21, 300, 187, 324)
run-in-text: —Ayer se han hecho las siguientes inscripciones: (735, 108, 901, 142)
paragraph: El general Stoessel ha dirigido al zar un telegrama anunciándole la capitulación. (21, 1165, 187, 1200)
divider (556, 1068, 722, 1069)
paragraph: Caja de Retiros para la vejez: Ingresos, 00 pesetas, con renta de 0,00. (735, 1998, 901, 2033)
paragraph: Créese, sin embargo, que no se realizarán dichos propósitos, ya que los fuertes, aun siendo tantos, que Rusia no verá en la capitulación de Port-Arthur más que una nueva y poderosa razón para continuar la guerra con todo el vigor de que es capaz. (21, 402, 187, 493)
ledger-row (914, 1455, 1080, 1465)
ledger-row (914, 1199, 1080, 1210)
ledger-row (914, 1114, 1080, 1125)
list-item: María Zabala Ibarrusta. (744, 187, 866, 199)
paragraph: El espectáculo atraerá concurrencia. (735, 617, 901, 641)
ledger-row (914, 1167, 1080, 1178)
paragraph: Pleamares: á las 1,30 de la mañana y 1,45 tarde. (377, 1651, 544, 1674)
paragraph: Se han recibido despachos de Londres ocupándose de la rendición de Port-Arthur. (199, 577, 365, 611)
